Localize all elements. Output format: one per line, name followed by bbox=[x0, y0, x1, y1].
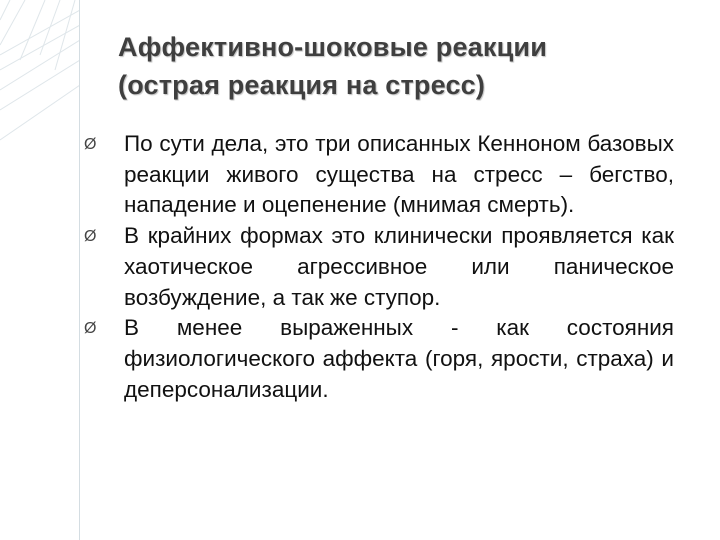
decorative-corner-lines bbox=[0, 0, 80, 540]
slide-title-line-2: (острая реакция на стресс) bbox=[118, 70, 486, 100]
arrow-bullet-icon: Ø bbox=[84, 320, 97, 338]
bullet-list bbox=[84, 129, 674, 405]
bullet-text: В менее выраженных - как состояния физиологического аффекта (горя, ярости, страха) и деперсонализации. bbox=[124, 315, 674, 402]
bullet-text: По сути дела, это три описанных Кенноном базовых реакции живого существа на стресс – бегство, нападение и оцепенение (мнимая смерть). bbox=[124, 131, 674, 218]
bullet-item bbox=[84, 129, 674, 221]
vertical-divider-line bbox=[79, 0, 80, 540]
arrow-bullet-icon: Ø bbox=[84, 136, 97, 153]
bullet-item bbox=[84, 221, 674, 313]
bullet-item bbox=[84, 313, 674, 405]
slide-title-line-1: Аффективно-шоковые реакции bbox=[118, 32, 547, 62]
arrow-bullet-icon: Ø bbox=[84, 228, 97, 246]
bullet-text: В крайних формах это клинически проявляется как хаотическое агрессивное или паническое возбуждение, а так же ступор. bbox=[124, 223, 674, 310]
slide-title bbox=[118, 28, 678, 104]
